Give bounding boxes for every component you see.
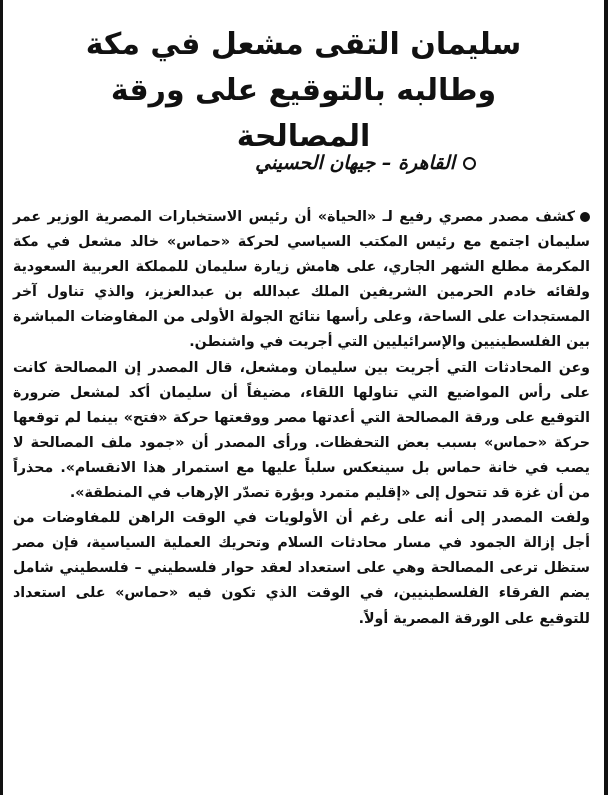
dot-bullet-icon [580, 212, 590, 222]
headline-line-2: وطالبه بالتوقيع على ورقة المصالحة [110, 73, 497, 154]
byline-text: القاهرة – جيهان الحسيني [255, 152, 455, 174]
headline-line-1: سليمان التقى مشعل في مكة [85, 27, 522, 62]
paragraph-1-text: كشف مصدر مصري رفيع لـ «الحياة» أن رئيس الاستخبارات المصرية الوزير عمر سليمان اجتمع مع رئيس المكتب السياسي لحركة «حماس» خالد مشعل في مكة المكرمة مطلع الشهر الجاري، على هامش زيارة سليمان للمملكة العربية السعودية ولقائه خادم الحرمين الشريفين الملك عبدالله بن عبدالعزيز، والذي تناول آخر المستجدات على الساحة، وعلى رأسها نتائج الجولة الأولى من المفاوضات المباشرة بين الفلسطينيين والإسرائيليين التي أجريت في واشنطن. [13, 209, 590, 351]
article-paragraph-1 [13, 205, 590, 356]
byline [255, 152, 476, 174]
headline [43, 22, 564, 160]
circle-bullet-icon [463, 157, 476, 170]
article-body [13, 205, 590, 632]
article-paragraph-2: وعن المحادثات التي أجريت بين سليمان ومشعل، قال المصدر إن المصالحة كانت على رأس المواضيع التي تناولها اللقاء، مضيفاً أن سليمان أكد لمشعل ضرورة التوقيع على ورقة المصالحة التي أعدتها مصر ووقعتها حركة «فتح» بينما لم توقعها حركة «حماس» بسبب بعض التحفظات. ورأى المصدر أن «جمود ملف المصالحة لا يصب في خانة حماس بل سينعكس سلباً عليها مع استمرار هذا الانقسام». محذراً من أن غزة قد تتحول إلى «إقليم متمرد وبؤرة تصدّر الإرهاب في المنطقة». [13, 359, 590, 502]
article-paragraph-3: ولفت المصدر إلى أنه على رغم أن الأولويات في الوقت الراهن للمفاوضات من أجل إزالة الجمود في مسار محادثات السلام وتحريك العملية السياسية، فإن مصر ستظل ترعى المصالحة وهي على استعداد لعقد حوار فلسطيني – فلسطيني شامل يضم الفرقاء الفلسطينيين، في الوقت الذي تكون فيه «حماس» على استعداد للتوقيع على الورقة المصرية أولاً. [13, 510, 590, 627]
